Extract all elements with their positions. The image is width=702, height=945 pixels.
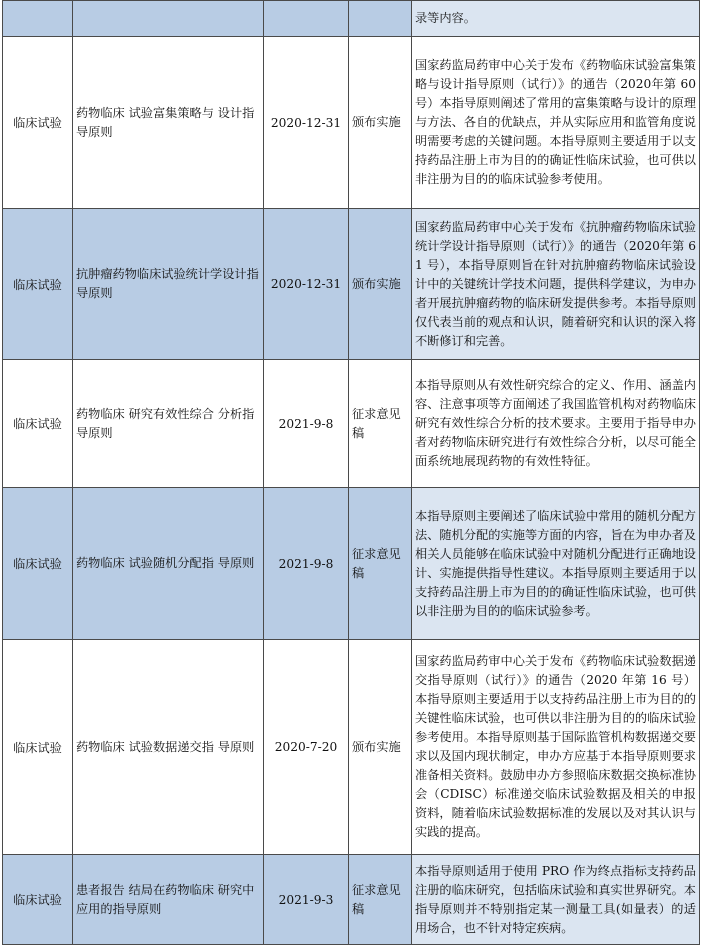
description-cell: 本指导原则适用于使用 PRO 作为终点指标支持药品注册的临床研究，包括临床试验和真实世界研究。本指导原则并不特别指定某一测量工具(如量表）的适用场合，也不针对特定疾病。 <box>412 855 700 945</box>
description-cell: 国家药监局药审中心关于发布《抗肿瘤药物临床试验统计学设计指导原则（试行）》的通告（2020年第 61 号），本指导原则旨在针对抗肿瘤药物临床试验设计中的关键统计学技术问题，提供科学建议，为申办者开展抗肿瘤药物的临床研发提供参考。本指导原则仅代表当前的观点和认识，随着研究和认识的深入将不断修订和完善。 <box>412 209 700 360</box>
description-cell: 本指导原则从有效性研究综合的定义、作用、涵盖内容、注意事项等方面阐述了我国监管机构对药物临床研究有效性综合分析的技术要求。主要用于指导申办者对药物临床研究进行有效性综合分析，以尽可能全面系统地展现药物的有效性特征。 <box>412 360 700 488</box>
description-cell: 国家药监局药审中心关于发布《药物临床试验富集策略与设计指导原则（试行）》的通告（2020年第 60 号）本指导原则阐述了常用的富集策略与设计的原理与方法、各自的优缺点，并从实际应用和监管角度说明需要考虑的关键问题。本指导原则主要适用于以支持药品注册上市为目的的确证性临床试验，也可供以非注册为目的的临床试验参考使用。 <box>412 37 700 209</box>
date-cell: 2020-12-31 <box>264 209 349 360</box>
status-cell <box>349 1 412 37</box>
date-cell: 2021-9-8 <box>264 360 349 488</box>
category-cell: 临床试验 <box>3 640 73 855</box>
title-cell: 药物临床 试验富集策略与 设计指导原则 <box>73 37 264 209</box>
description-cell: 录等内容。 <box>412 1 700 37</box>
status-cell: 征求意见稿 <box>349 488 412 640</box>
title-cell: 抗肿瘤药物临床试验统计学设计指导原则 <box>73 209 264 360</box>
date-cell: 2021-9-8 <box>264 488 349 640</box>
table-row <box>3 360 700 488</box>
description-cell: 本指导原则主要阐述了临床试验中常用的随机分配方法、随机分配的实施等方面的内容，旨在为申办者及相关人员能够在临床试验中对随机分配进行正确地设计、实施提供指导性建议。本指导原则主要适用于以支持药品注册上市为目的的确证性临床试验，也可供以非注册为目的的临床试验参考。 <box>412 488 700 640</box>
status-cell: 颁布实施 <box>349 640 412 855</box>
date-cell: 2021-9-3 <box>264 855 349 945</box>
category-cell: 临床试验 <box>3 488 73 640</box>
title-cell: 药物临床 试验随机分配指 导原则 <box>73 488 264 640</box>
table-row <box>3 640 700 855</box>
status-cell: 征求意见稿 <box>349 855 412 945</box>
category-cell <box>3 1 73 37</box>
date-cell <box>264 1 349 37</box>
title-cell: 药物临床 研究有效性综合 分析指导原则 <box>73 360 264 488</box>
date-cell: 2020-7-20 <box>264 640 349 855</box>
date-cell: 2020-12-31 <box>264 37 349 209</box>
title-cell <box>73 1 264 37</box>
guidelines-table-body <box>3 1 700 945</box>
guidelines-table <box>2 0 700 945</box>
status-cell: 颁布实施 <box>349 37 412 209</box>
table-row <box>3 37 700 209</box>
title-cell: 药物临床 试验数据递交指 导原则 <box>73 640 264 855</box>
category-cell: 临床试验 <box>3 209 73 360</box>
status-cell: 征求意见稿 <box>349 360 412 488</box>
category-cell: 临床试验 <box>3 360 73 488</box>
status-cell: 颁布实施 <box>349 209 412 360</box>
title-cell: 患者报告 结局在药物临床 研究中应用的指导原则 <box>73 855 264 945</box>
description-cell: 国家药监局药审中心关于发布《药物临床试验数据递交指导原则（试行）》的通告（2020 年第 16 号）本指导原则主要适用于以支持药品注册上市为目的的关键性临床试验，也可供以非注册为目的的临床试验参考使用。本指导原则基于国际监管机构数据递交要求以及国内现状制定，申办方应基于本指导原则要求准备相关资料。鼓励申办方参照临床数据交换标准协会（CDISC）标准递交临床试验数据及相关的申报资料，随着临床试验数据标准的发展以及对其认识与实践的提高。 <box>412 640 700 855</box>
table-row <box>3 209 700 360</box>
table-row <box>3 1 700 37</box>
category-cell: 临床试验 <box>3 37 73 209</box>
category-cell: 临床试验 <box>3 855 73 945</box>
table-row <box>3 488 700 640</box>
table-row <box>3 855 700 945</box>
